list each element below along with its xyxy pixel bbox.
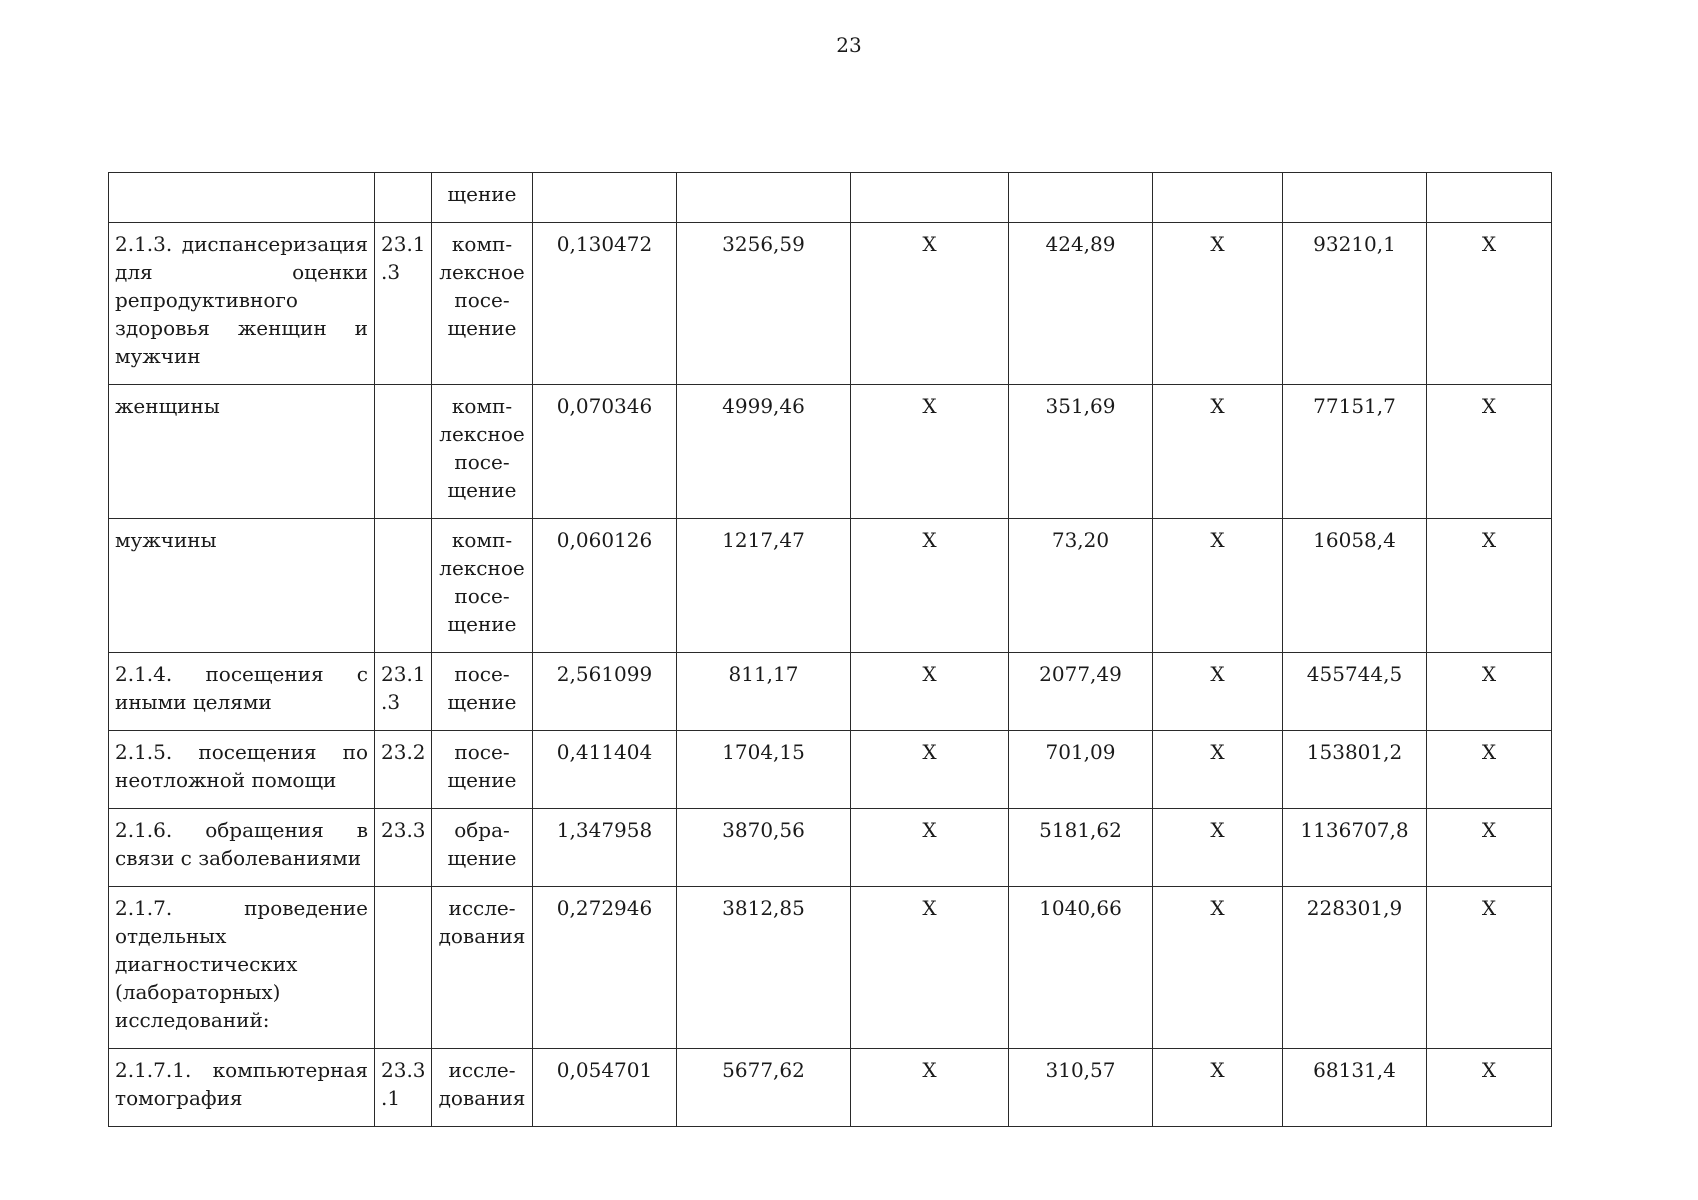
col4-cell [533, 731, 677, 809]
col5-cell [677, 223, 851, 385]
row-unit-cell [432, 173, 533, 223]
col7-cell [1009, 223, 1153, 385]
col4-cell-text: 0,130472 [556, 232, 653, 256]
col9-cell-text: 16058,4 [1313, 528, 1396, 552]
col5-cell [677, 887, 851, 1049]
col4-cell [533, 1049, 677, 1127]
col4-cell-text: 0,060126 [556, 528, 653, 552]
row-name-cell-text: мужчины [115, 528, 217, 552]
row-code-cell [375, 809, 432, 887]
row-unit-cell [432, 385, 533, 519]
table-row [109, 173, 1552, 223]
table-row [109, 731, 1552, 809]
col7-cell-text: 424,89 [1045, 232, 1116, 256]
col10-cell [1427, 173, 1552, 223]
col9-cell-text: 228301,9 [1306, 896, 1403, 920]
row-name-cell [109, 809, 375, 887]
col8-cell-text: X [1210, 232, 1225, 256]
col4-cell-text: 0,411404 [556, 740, 653, 764]
col6-cell [851, 731, 1009, 809]
col6-cell [851, 653, 1009, 731]
row-code-cell-text: 23.3 .1 [381, 1058, 426, 1110]
row-code-cell [375, 223, 432, 385]
col7-cell [1009, 1049, 1153, 1127]
row-unit-cell-text: иссле- дования [438, 896, 526, 948]
col8-cell [1153, 223, 1283, 385]
col7-cell [1009, 519, 1153, 653]
col9-cell [1283, 223, 1427, 385]
col4-cell-text: 0,054701 [556, 1058, 653, 1082]
col5-cell [677, 653, 851, 731]
table-row [109, 653, 1552, 731]
col5-cell-text: 3256,59 [722, 232, 805, 256]
col10-cell-text: X [1481, 528, 1497, 552]
col8-cell-text: X [1210, 1058, 1225, 1082]
row-name-cell [109, 223, 375, 385]
col8-cell-text: X [1210, 662, 1225, 686]
row-unit-cell-text: посе- щение [447, 740, 517, 792]
row-code-cell-text: 23.1 .3 [381, 232, 426, 284]
col7-cell-text: 310,57 [1045, 1058, 1116, 1082]
col4-cell [533, 809, 677, 887]
col10-cell [1427, 809, 1552, 887]
row-name-cell-text: 2.1.7.1. компьютерная томография [115, 1058, 368, 1110]
row-unit-cell [432, 519, 533, 653]
col10-cell [1427, 223, 1552, 385]
col7-cell [1009, 385, 1153, 519]
row-code-cell [375, 1049, 432, 1127]
row-unit-cell-text: посе- щение [447, 662, 517, 714]
col9-cell-text: 68131,4 [1313, 1058, 1396, 1082]
row-code-cell-text: 23.2 [381, 740, 426, 764]
col9-cell [1283, 809, 1427, 887]
row-name-cell [109, 1049, 375, 1127]
col6-cell [851, 1049, 1009, 1127]
col6-cell-text: X [922, 528, 937, 552]
row-name-cell [109, 887, 375, 1049]
col8-cell [1153, 809, 1283, 887]
col8-cell-text: X [1210, 818, 1225, 842]
col6-cell-text: X [922, 1058, 937, 1082]
col9-cell [1283, 519, 1427, 653]
col5-cell [677, 731, 851, 809]
col7-cell-text: 1040,66 [1039, 896, 1122, 920]
col5-cell-text: 811,17 [728, 662, 799, 686]
page-number: 23 [836, 33, 862, 57]
table-row [109, 519, 1552, 653]
row-name-cell [109, 385, 375, 519]
col5-cell [677, 173, 851, 223]
col6-cell [851, 223, 1009, 385]
table-row [109, 887, 1552, 1049]
col8-cell-text: X [1210, 528, 1225, 552]
col4-cell [533, 653, 677, 731]
col10-cell [1427, 1049, 1552, 1127]
col5-cell-text: 3812,85 [722, 896, 805, 920]
col7-cell [1009, 887, 1153, 1049]
col5-cell [677, 385, 851, 519]
row-name-cell [109, 653, 375, 731]
col4-cell-text: 0,272946 [556, 896, 653, 920]
row-unit-cell-text: обра- щение [447, 818, 517, 870]
col8-cell [1153, 385, 1283, 519]
col7-cell [1009, 653, 1153, 731]
tariff-table [108, 172, 1552, 1127]
col4-cell [533, 519, 677, 653]
col8-cell [1153, 1049, 1283, 1127]
col4-cell-text: 1,347958 [556, 818, 653, 842]
col8-cell [1153, 519, 1283, 653]
col8-cell-text: X [1210, 394, 1225, 418]
col6-cell-text: X [922, 896, 937, 920]
col7-cell [1009, 173, 1153, 223]
row-unit-cell [432, 809, 533, 887]
col9-cell [1283, 731, 1427, 809]
row-unit-cell-text: комп- лексное посе- щение [439, 394, 525, 502]
row-name-cell-text: 2.1.4. посещения с иными целями [115, 662, 368, 714]
row-code-cell [375, 385, 432, 519]
col9-cell [1283, 887, 1427, 1049]
col9-cell-text: 93210,1 [1313, 232, 1396, 256]
table-row [109, 809, 1552, 887]
col6-cell-text: X [922, 232, 937, 256]
col4-cell [533, 887, 677, 1049]
row-unit-cell [432, 1049, 533, 1127]
row-unit-cell-text: комп- лексное посе- щение [439, 232, 525, 340]
col9-cell [1283, 385, 1427, 519]
col7-cell [1009, 809, 1153, 887]
col7-cell-text: 73,20 [1051, 528, 1110, 552]
col4-cell [533, 385, 677, 519]
col7-cell-text: 5181,62 [1039, 818, 1122, 842]
row-code-cell [375, 887, 432, 1049]
col8-cell-text: X [1210, 740, 1225, 764]
row-name-cell-text: 2.1.5. посещения по неотложной помощи [115, 740, 368, 792]
col6-cell [851, 887, 1009, 1049]
col6-cell [851, 519, 1009, 653]
col10-cell-text: X [1481, 740, 1497, 764]
col7-cell-text: 701,09 [1045, 740, 1116, 764]
col5-cell-text: 1217,47 [722, 528, 805, 552]
col10-cell-text: X [1481, 1058, 1497, 1082]
row-code-cell [375, 653, 432, 731]
col6-cell [851, 809, 1009, 887]
col6-cell [851, 173, 1009, 223]
col10-cell-text: X [1481, 662, 1497, 686]
row-unit-cell [432, 223, 533, 385]
row-name-cell-text: 2.1.3. диспансеризация для оценки репродуктивного здоровья женщин и мужчин [115, 232, 368, 368]
col10-cell [1427, 385, 1552, 519]
col10-cell-text: X [1481, 896, 1497, 920]
col5-cell-text: 1704,15 [722, 740, 805, 764]
row-unit-cell [432, 653, 533, 731]
col10-cell [1427, 519, 1552, 653]
col5-cell [677, 1049, 851, 1127]
table-row [109, 223, 1552, 385]
col10-cell [1427, 887, 1552, 1049]
row-name-cell-text: 2.1.6. обращения в связи с заболеваниями [115, 818, 368, 870]
col6-cell-text: X [922, 740, 937, 764]
col5-cell-text: 5677,62 [722, 1058, 805, 1082]
row-unit-cell [432, 887, 533, 1049]
col8-cell [1153, 731, 1283, 809]
row-code-cell [375, 731, 432, 809]
col10-cell [1427, 653, 1552, 731]
col8-cell [1153, 653, 1283, 731]
row-unit-cell-text: иссле- дования [438, 1058, 526, 1110]
col6-cell-text: X [922, 818, 937, 842]
col9-cell-text: 455744,5 [1306, 662, 1403, 686]
row-name-cell-text: 2.1.7. проведение отдельных диагностических (лабораторных) исследований: [115, 896, 368, 1032]
row-unit-cell-text: щение [447, 182, 517, 206]
table-row [109, 1049, 1552, 1127]
col4-cell [533, 173, 677, 223]
col10-cell-text: X [1481, 394, 1497, 418]
col4-cell-text: 2,561099 [556, 662, 653, 686]
col9-cell-text: 1136707,8 [1300, 818, 1409, 842]
row-name-cell [109, 731, 375, 809]
col4-cell [533, 223, 677, 385]
col6-cell [851, 385, 1009, 519]
row-name-cell-text: женщины [115, 394, 220, 418]
col8-cell [1153, 173, 1283, 223]
row-name-cell [109, 173, 375, 223]
col9-cell-text: 153801,2 [1306, 740, 1403, 764]
col4-cell-text: 0,070346 [556, 394, 653, 418]
col5-cell [677, 809, 851, 887]
table-body [109, 173, 1552, 1127]
row-code-cell [375, 519, 432, 653]
row-unit-cell-text: комп- лексное посе- щение [439, 528, 525, 636]
row-unit-cell [432, 731, 533, 809]
col9-cell [1283, 1049, 1427, 1127]
col10-cell-text: X [1481, 818, 1497, 842]
col7-cell [1009, 731, 1153, 809]
col10-cell [1427, 731, 1552, 809]
col5-cell-text: 4999,46 [722, 394, 805, 418]
row-code-cell [375, 173, 432, 223]
col9-cell [1283, 653, 1427, 731]
col6-cell-text: X [922, 394, 937, 418]
col9-cell [1283, 173, 1427, 223]
col8-cell-text: X [1210, 896, 1225, 920]
col8-cell [1153, 887, 1283, 1049]
row-name-cell [109, 519, 375, 653]
col10-cell-text: X [1481, 232, 1497, 256]
col7-cell-text: 2077,49 [1039, 662, 1122, 686]
col5-cell-text: 3870,56 [722, 818, 805, 842]
col5-cell [677, 519, 851, 653]
table-row [109, 385, 1552, 519]
col9-cell-text: 77151,7 [1313, 394, 1396, 418]
col7-cell-text: 351,69 [1045, 394, 1116, 418]
col6-cell-text: X [922, 662, 937, 686]
row-code-cell-text: 23.3 [381, 818, 426, 842]
row-code-cell-text: 23.1 .3 [381, 662, 426, 714]
